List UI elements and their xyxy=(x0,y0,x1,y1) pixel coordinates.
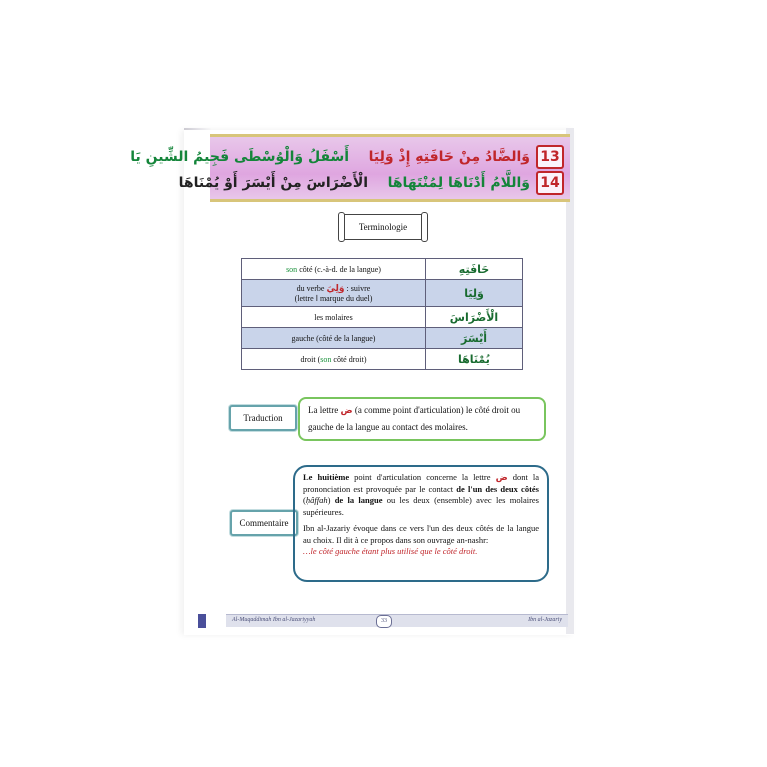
text: ( xyxy=(303,495,306,505)
traduction-label: Traduction xyxy=(229,405,297,431)
ar-cell: وَلِيَا xyxy=(426,280,523,307)
verse-13-part2: وَالضَّادُ مِنْ حَافَتِهِ إِذْ وَلِيَا xyxy=(368,148,530,165)
traduction-text: (a comme point d'articulation) le côté droit ou gauche de la langue au contact des molaires. xyxy=(308,405,521,432)
fr-text: droit ( xyxy=(300,354,321,364)
page-marker xyxy=(198,614,206,628)
text: point d'articulation concerne la lettre xyxy=(349,472,496,482)
text: ) xyxy=(327,495,335,505)
commentaire-paragraph-1 xyxy=(303,472,539,518)
verse-14 xyxy=(179,171,564,194)
quote-text: …le côté gauche étant plus utilisé que le côté droit. xyxy=(303,546,478,556)
fr-cell: les molaires xyxy=(242,307,426,328)
traduction-box xyxy=(298,397,546,441)
text: dont la prononciation est provoquée par le contact xyxy=(303,472,540,494)
fr-cell xyxy=(242,280,426,307)
bold-text: Le huitième xyxy=(303,472,350,482)
son-word: son xyxy=(286,264,298,274)
verse-14-part1: الْأَضْرَاسَ مِنْ أَيْسَرَ أَوْ يُمْنَاهَا xyxy=(178,174,369,191)
commentaire-label: Commentaire xyxy=(230,510,298,536)
verse-14-text xyxy=(179,175,530,191)
verse-13 xyxy=(130,145,564,168)
arabic-letter: ض xyxy=(495,473,508,483)
bold-text: de l'un des deux côtés xyxy=(456,483,539,494)
son-word: son xyxy=(320,354,332,364)
table-row xyxy=(242,328,523,349)
table-row xyxy=(242,307,523,328)
text: ou les deux (ensemble) avec les molaires supérieures. xyxy=(303,495,539,517)
traduction-text: La lettre xyxy=(308,405,341,415)
terminology-table xyxy=(241,258,523,370)
fr-text: du verbe xyxy=(296,283,327,293)
commentaire-paragraph-2 xyxy=(303,523,539,558)
footer-right-title: Ibn al-Jazariy xyxy=(528,617,562,623)
verse-14-part2: وَاللَّامُ أَدْنَاهَا لِمُنْتَهَاهَا xyxy=(387,174,530,191)
fr-cell xyxy=(242,259,426,280)
transliteration: ḥâffah xyxy=(305,495,328,505)
commentaire-box xyxy=(293,465,549,582)
fr-text: : suivre xyxy=(344,283,371,293)
arabic-letter: ض xyxy=(340,406,353,416)
text: Ibn al-Jazariy évoque dans ce vers l'un des deux côtés de la langue au choix. Il dit à ce propos dans son ouvrage an-nashr: xyxy=(303,523,539,545)
page-edge xyxy=(566,128,574,634)
verse-13-text xyxy=(130,149,530,165)
fr-text: (lettre ا marque du duel) xyxy=(294,293,373,303)
fr-text: côté (c.-à-d. de la langue) xyxy=(297,264,381,274)
bold-text: de la langue xyxy=(334,495,383,505)
page-number: 33 xyxy=(376,615,392,628)
inline-arabic: وَلِيَ xyxy=(326,283,345,294)
fr-cell: gauche (côté de la langue) xyxy=(242,328,426,349)
fr-cell xyxy=(242,349,426,370)
table-row xyxy=(242,280,523,307)
ar-cell: يُمْنَاهَا xyxy=(426,349,523,370)
page-footer xyxy=(226,614,568,627)
footer-left-title: Al-Muqaddimah Ibn al-Jazariyyah xyxy=(232,617,316,623)
verse-number-13: 13 xyxy=(536,145,564,169)
fr-text: côté droit) xyxy=(331,354,367,364)
ar-cell: حَافَتِهِ xyxy=(426,259,523,280)
table-row xyxy=(242,259,523,280)
verse-header-band xyxy=(130,134,570,202)
ar-cell: أَيْسَرَ xyxy=(426,328,523,349)
ar-cell: الْأَضْرَاسَ xyxy=(426,307,523,328)
verse-13-part1: أَسْفَلُ وَالْوُسْطَى فَجِيمُ الشِّينِ يَا xyxy=(130,148,350,165)
verse-number-14: 14 xyxy=(536,171,564,195)
terminology-title: Terminologie xyxy=(343,214,423,240)
table-row xyxy=(242,349,523,370)
